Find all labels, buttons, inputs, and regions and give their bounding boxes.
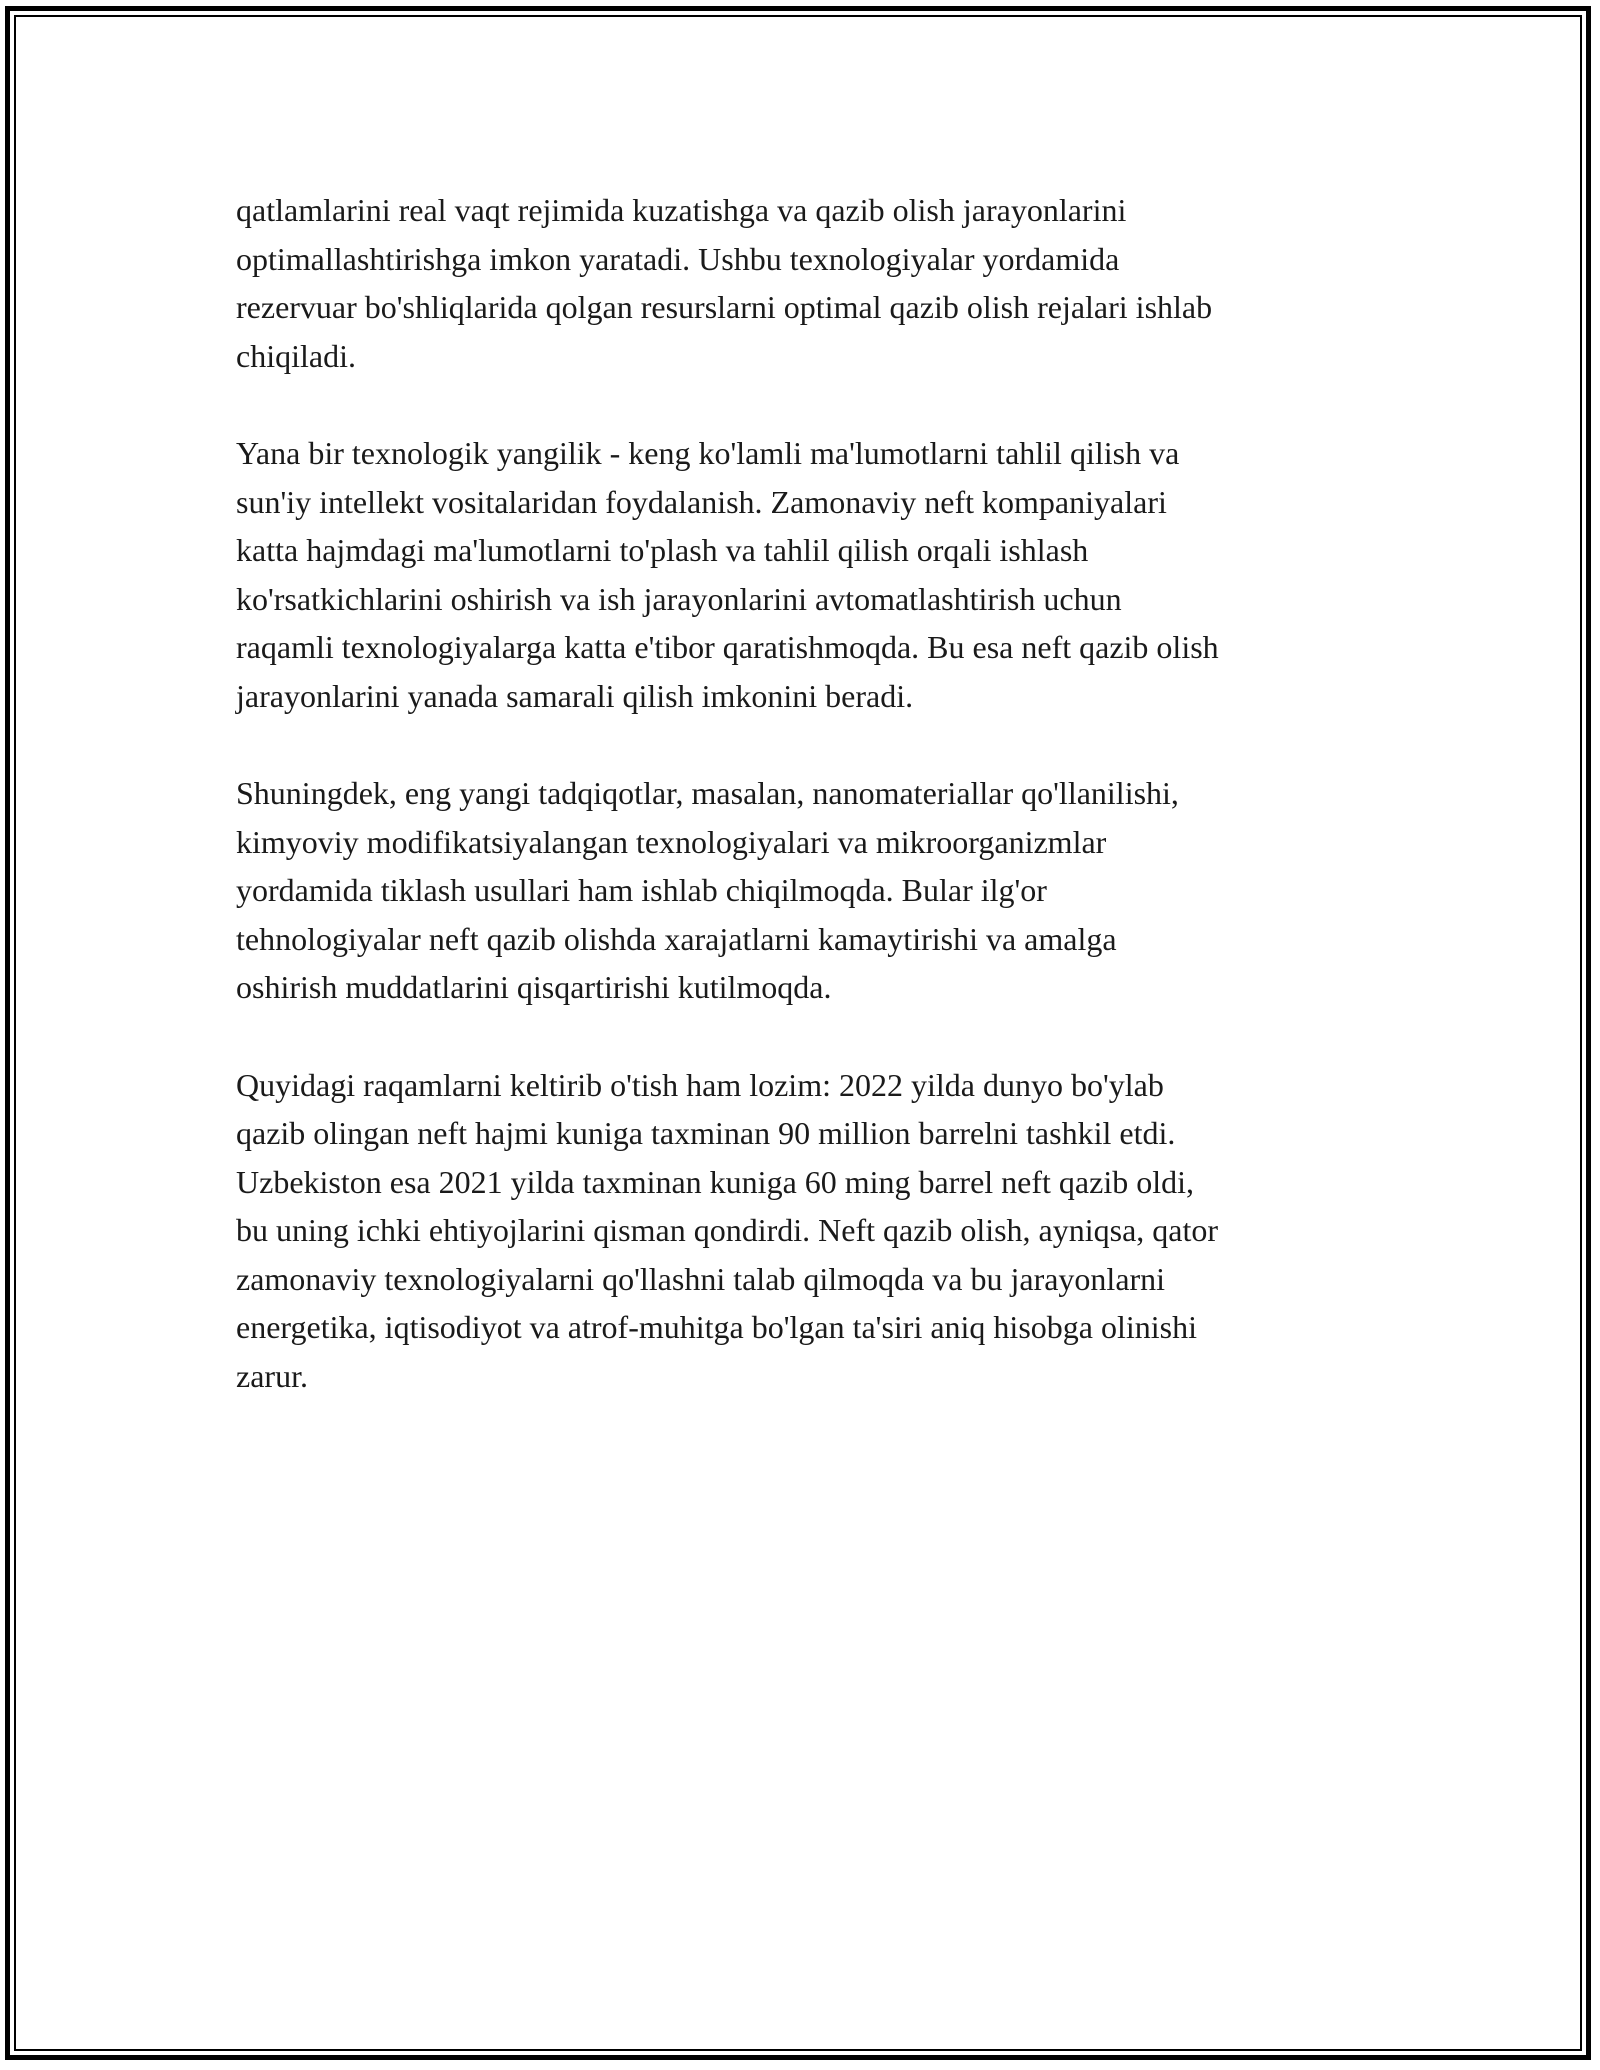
- document-body: [236, 186, 1376, 1449]
- paragraph-1: qatlamlarini real vaqt rejimida kuzatishga va qazib olish jarayonlarini optimallashtirishga imkon yaratadi. Ushbu texnologiyalar yordamida rezervuar bo'shliqlarida qolgan resurslarni optimal qazib olish rejalari ishlab chiqiladi.: [236, 192, 1213, 374]
- paragraph-2: Yana bir texnologik yangilik - keng ko'lamli ma'lumotlarni tahlil qilish va sun'iy intellekt vositalaridan foydalanish. Zamonaviy neft kompaniyalari katta hajmdagi ma'lumotlarni to'plash va tahlil qilish orqali ishlash ko'rsatkichlarini oshirish va ish jarayonlarini avtomatlashtirish uchun raqamli texnologiyalarga katta e'tibor qaratishmoqda. Bu esa neft qazib olish jarayonlarini yanada samarali qilish imkonini beradi.: [236, 435, 1219, 714]
- paragraph-3: Shuningdek, eng yangi tadqiqotlar, masalan, nanomateriallar qo'llanilishi, kimyoviy modifikatsiyalangan texnologiyalari va mikroorganizmlar yordamida tiklash usullari ham ishlab chiqilmoqda. Bular ilg'or tehnologiyalar neft qazib olishda xarajatlarni kamaytirishi va amalga oshirish muddatlarini qisqartirishi kutilmoqda.: [236, 775, 1179, 1005]
- paragraph-4: Quyidagi raqamlarni keltirib o'tish ham lozim: 2022 yilda dunyo bo'ylab qazib olingan neft hajmi kuniga taxminan 90 million barrelni tashkil etdi. Uzbekiston esa 2021 yilda taxminan kuniga 60 ming barrel neft qazib oldi, bu uning ichki ehtiyojlarini qisman qondirdi. Neft qazib olish, ayniqsa, qator zamonaviy texnologiyalarni qo'llashni talab qilmoqda va bu jarayonlarni energetika, iqtisodiyot va atrof-muhitga bo'lgan ta'siri aniq hisobga olinishi zarur.: [236, 1066, 1219, 1394]
